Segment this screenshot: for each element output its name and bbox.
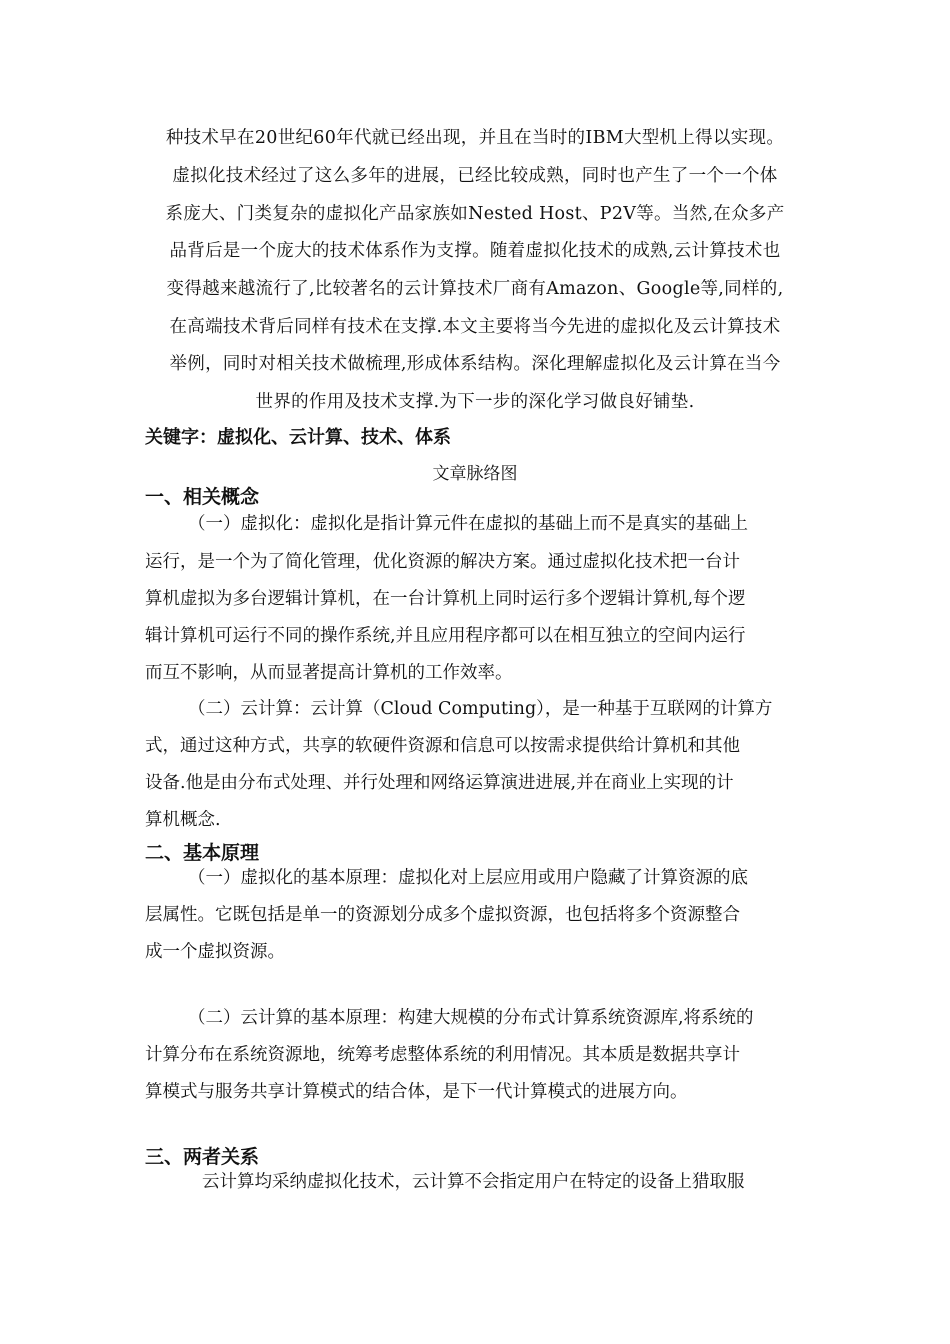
abstract-line-6: 在高端技术背后同样有技术在支撑.本文主要将当今先进的虚拟化及云计算技术 xyxy=(169,317,781,337)
figure-title: 文章脉络图 xyxy=(432,464,518,484)
section-heading-2: 二、基本原理 xyxy=(145,842,260,864)
abstract-line-8: 世界的作用及技术支撑.为下一步的深化学习做良好铺垫. xyxy=(255,392,695,412)
abstract-line-3: 系庞大、门类复杂的虚拟化产品家族如Nested Host、P2V等。当然,在众多产 xyxy=(165,204,785,224)
paragraph-line: 式，通过这种方式，共享的软硬件资源和信息可以按需求提供给计算机和其他 xyxy=(145,736,740,756)
paragraph-line: （二）云计算：云计算（Cloud Computing），是一种基于互联网的计算方 xyxy=(188,699,773,719)
abstract-line-7: 举例，同时对相关技术做梳理,形成体系结构。深化理解虚拟化及云计算在当今 xyxy=(169,354,781,374)
paragraph-line: 算机概念. xyxy=(145,810,221,830)
paragraph-line: 算机虚拟为多台逻辑计算机，在一台计算机上同时运行多个逻辑计算机,每个逻 xyxy=(145,589,746,609)
abstract-line-4: 品背后是一个庞大的技术体系作为支撑。随着虚拟化技术的成熟,云计算技术也 xyxy=(169,241,781,261)
paragraph-line: （一）虚拟化的基本原理：虚拟化对上层应用或用户隐藏了计算资源的底 xyxy=(188,868,748,888)
abstract-line-2: 虚拟化技术经过了这么多年的进展，已经比较成熟，同时也产生了一个一个体 xyxy=(172,166,778,186)
paragraph-line: 辑计算机可运行不同的操作系统,并且应用程序都可以在相互独立的空间内运行 xyxy=(145,626,746,646)
paragraph-line: 层属性。它既包括是单一的资源划分成多个虚拟资源，也包括将多个资源整合 xyxy=(145,905,740,925)
paragraph-line: （二）云计算的基本原理：构建大规模的分布式计算系统资源库,将系统的 xyxy=(188,1008,754,1028)
paragraph-line: 设备.他是由分布式处理、并行处理和网络运算演进进展,并在商业上实现的计 xyxy=(145,773,734,793)
paragraph-line: 计算分布在系统资源地，统筹考虑整体系统的利用情况。其本质是数据共享计 xyxy=(145,1045,740,1065)
paragraph-line: 算模式与服务共享计算模式的结合体，是下一代计算模式的进展方向。 xyxy=(145,1082,688,1102)
paragraph-line: （一）虚拟化：虚拟化是指计算元件在虚拟的基础上而不是真实的基础上 xyxy=(188,514,748,534)
section-heading-1: 一、相关概念 xyxy=(145,486,260,508)
paragraph-line: 成一个虚拟资源。 xyxy=(145,942,285,962)
paragraph-line: 运行，是一个为了简化管理，优化资源的解决方案。通过虚拟化技术把一台计 xyxy=(145,552,740,572)
abstract-line-5: 变得越来越流行了,比较著名的云计算技术厂商有Amazon、Google等,同样的, xyxy=(166,279,784,299)
keywords: 关键字：虚拟化、云计算、技术、体系 xyxy=(145,427,451,448)
section-heading-3: 三、两者关系 xyxy=(145,1146,260,1168)
paragraph-line: 而互不影响，从而显著提高计算机的工作效率。 xyxy=(145,663,513,683)
paragraph-line: 云计算均采纳虚拟化技术，云计算不会指定用户在特定的设备上猎取服 xyxy=(202,1172,745,1192)
abstract-line-1: 种技术早在20世纪60年代就已经出现，并且在当时的IBM大型机上得以实现。 xyxy=(165,128,785,148)
